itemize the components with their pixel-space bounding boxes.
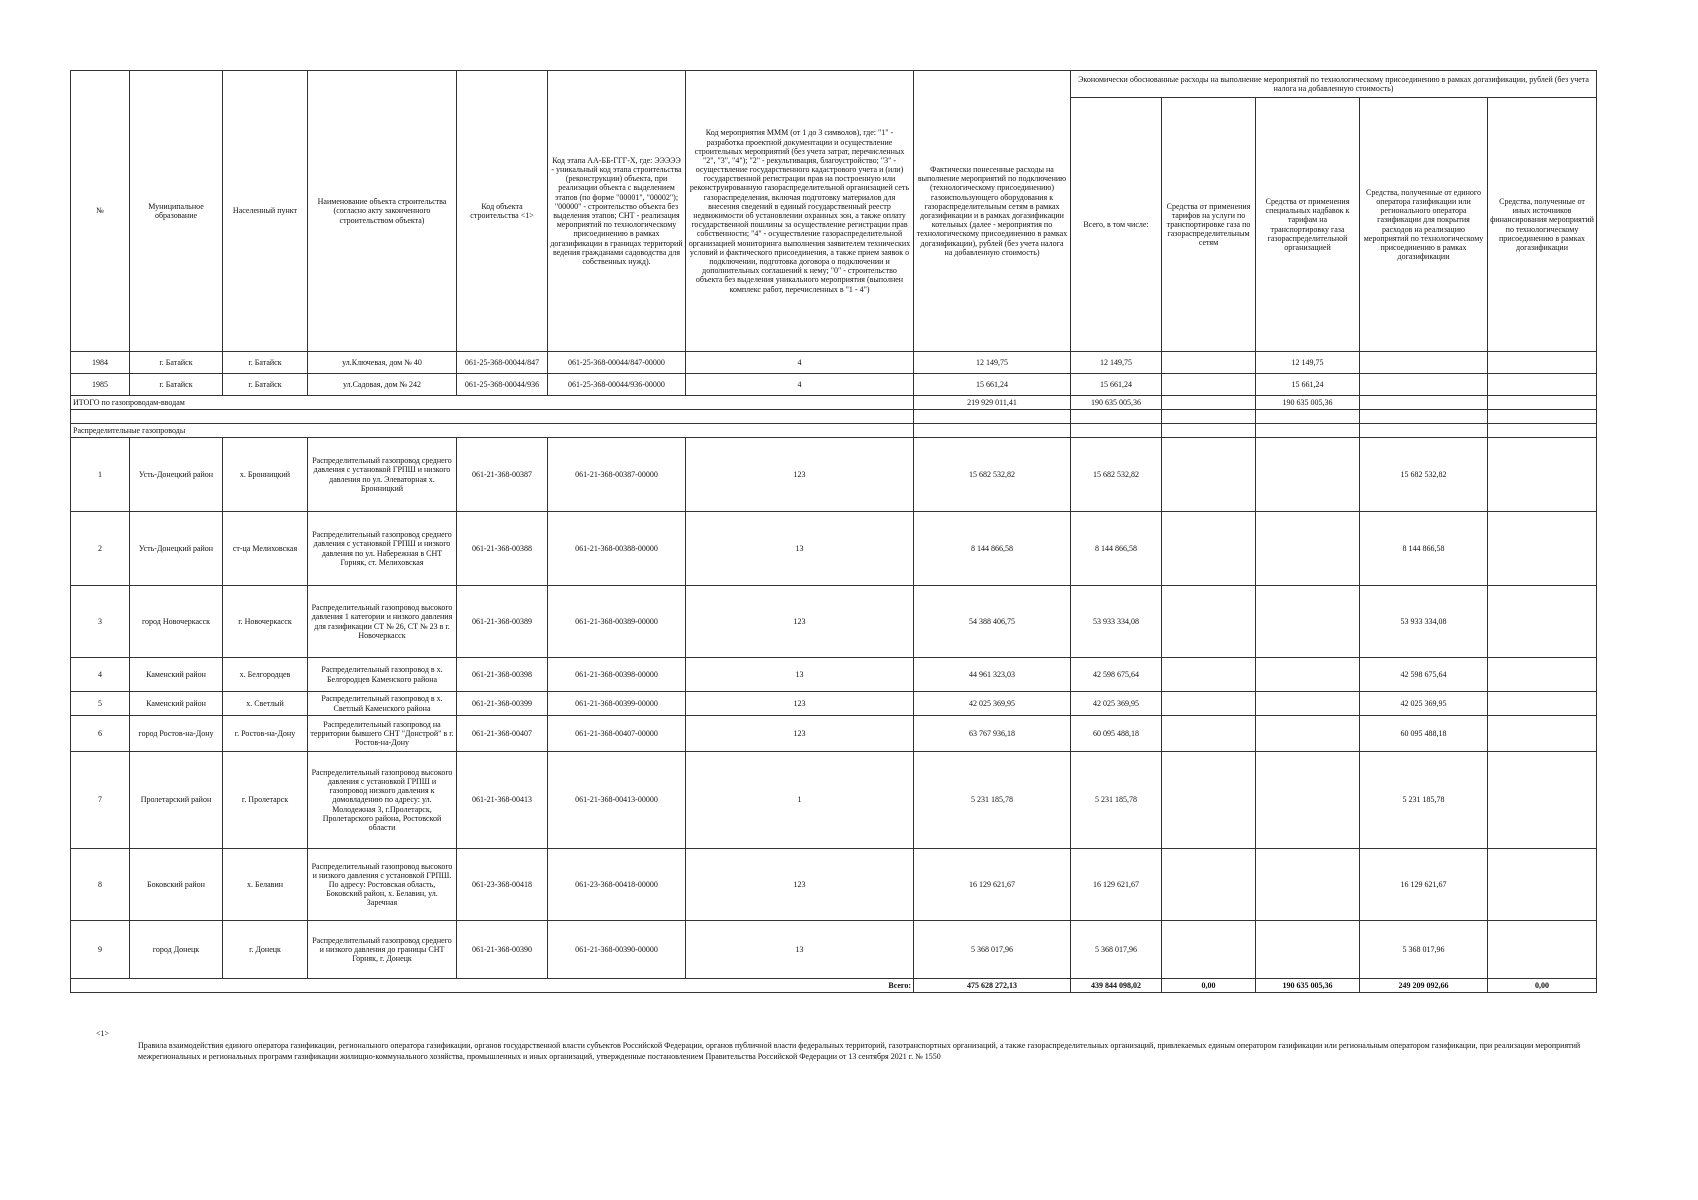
cell-surcharge	[1256, 512, 1360, 586]
table-body	[71, 352, 1597, 993]
cell-total: 5 231 185,78	[1071, 752, 1162, 849]
cell-total: 15 682 532,82	[1071, 438, 1162, 512]
section-row	[71, 424, 1597, 438]
cell-surcharge	[1256, 752, 1360, 849]
cell-stage-code: 061-21-368-00407-00000	[548, 716, 686, 752]
table-row	[71, 374, 1597, 396]
grand-total-tariff: 0,00	[1162, 979, 1256, 993]
cell-surcharge	[1256, 692, 1360, 716]
inlet-total-other	[1488, 396, 1597, 410]
cell-stage-code: 061-21-368-00398-00000	[548, 658, 686, 692]
grand-total-total: 439 844 098,02	[1071, 979, 1162, 993]
cell-actual: 12 149,75	[914, 352, 1071, 374]
report-table	[70, 70, 1597, 993]
cell-event-code: 123	[686, 586, 914, 658]
header-stage-code: Код этапа АА-ББ-ГГГ-Х, где: ЭЭЭЭЭ - уникальный код этапа строительства (реконструкции) объекта, при реализации объекта с выделением этапов (по форме "00001", "00002"); "00000" - строительство объекта без выделения этапов; СНТ - реализация мероприятий по технологическому присоединению в рамках догазификации в границах территорий ведения гражданами садоводства для собственных нужд).	[548, 71, 686, 352]
header-object-code: Код объекта строительства <1>	[457, 71, 548, 352]
table-row	[71, 352, 1597, 374]
cell-total: 12 149,75	[1071, 352, 1162, 374]
cell-tariff	[1162, 352, 1256, 374]
inlet-total-actual: 219 929 011,41	[914, 396, 1071, 410]
cell-tariff	[1162, 752, 1256, 849]
header-event-code: Код мероприятия ММM (от 1 до 3 символов), где: "1" - разработка проектной документации и осуществление строительных мероприятий (без учета затрат, перечисленных "2", "3", "4"); "2" - рекультивация, благоустройство; "3" - осуществление государственного кадастрового учета и (или) государственной регистрации прав на построенную или реконструированную газораспределительной организацией сеть газораспределения, включая подготовку материалов для внесения сведений в единый государственный реестр недвижимости об установлении охранных зон, а также оплату государственной пошлины за осуществление регистрации прав собственности; "4" - осуществление газораспределительной организацией мониторинга выполнения заявителем технических условий и фактического присоединения, а также прием заявок о подключении, подготовка договора о подключении и дополнительных соглашений к нему; "0" - строительство объекта без выделения уникального мероприятия (выполнен комплекс работ, перечисленных в "1 - 4")	[686, 71, 914, 352]
header-surcharge-funds: Средства от применения специальных надбавок к тарифам на транспортировку газа газораспределительной организацией	[1256, 98, 1360, 352]
cell-num: 6	[71, 716, 130, 752]
cell-operator: 5 231 185,78	[1360, 752, 1488, 849]
cell-actual: 44 961 323,03	[914, 658, 1071, 692]
cell-event-code: 4	[686, 374, 914, 396]
cell-total: 16 129 621,67	[1071, 849, 1162, 921]
cell-num: 1985	[71, 374, 130, 396]
spacer-cell	[914, 410, 1071, 424]
cell-surcharge: 15 661,24	[1256, 374, 1360, 396]
cell-stage-code: 061-21-368-00388-00000	[548, 512, 686, 586]
cell-total: 42 598 675,64	[1071, 658, 1162, 692]
cell-event-code: 13	[686, 512, 914, 586]
cell-actual: 42 025 369,95	[914, 692, 1071, 716]
cell-num: 7	[71, 752, 130, 849]
cell-settlement: г. Донецк	[223, 921, 308, 979]
cell-municipality: город Донецк	[130, 921, 223, 979]
cell-object-code: 061-21-368-00398	[457, 658, 548, 692]
spacer-cell	[71, 410, 914, 424]
cell-other	[1488, 692, 1597, 716]
cell-stage-code: 061-25-368-00044/936-00000	[548, 374, 686, 396]
cell-surcharge	[1256, 921, 1360, 979]
cell-num: 5	[71, 692, 130, 716]
table-row	[71, 752, 1597, 849]
cell-event-code: 123	[686, 716, 914, 752]
cell-total: 5 368 017,96	[1071, 921, 1162, 979]
cell-other	[1488, 849, 1597, 921]
cell-num: 2	[71, 512, 130, 586]
cell-stage-code: 061-21-368-00399-00000	[548, 692, 686, 716]
cell-object-code: 061-21-368-00388	[457, 512, 548, 586]
spacer-cell	[1162, 424, 1256, 438]
spacer-cell	[1256, 410, 1360, 424]
cell-stage-code: 061-25-368-00044/847-00000	[548, 352, 686, 374]
cell-actual: 8 144 866,58	[914, 512, 1071, 586]
cell-settlement: х. Белавин	[223, 849, 308, 921]
cell-object-code: 061-21-368-00390	[457, 921, 548, 979]
cell-event-code: 1	[686, 752, 914, 849]
cell-settlement: х. Бронницкий	[223, 438, 308, 512]
cell-other	[1488, 374, 1597, 396]
header-num: №	[71, 71, 130, 352]
cell-operator: 42 598 675,64	[1360, 658, 1488, 692]
header-total-incl: Всего, в том числе:	[1071, 98, 1162, 352]
cell-surcharge: 12 149,75	[1256, 352, 1360, 374]
cell-event-code: 13	[686, 658, 914, 692]
cell-municipality: Усть-Донецкий район	[130, 512, 223, 586]
cell-surcharge	[1256, 438, 1360, 512]
header-settlement: Населенный пункт	[223, 71, 308, 352]
cell-total: 8 144 866,58	[1071, 512, 1162, 586]
cell-tariff	[1162, 658, 1256, 692]
cell-num: 1	[71, 438, 130, 512]
cell-municipality: город Новочеркасск	[130, 586, 223, 658]
spacer-cell	[1488, 410, 1597, 424]
grand-total-label: Всего:	[71, 979, 914, 993]
table-row	[71, 849, 1597, 921]
cell-settlement: ст-ца Мелиховская	[223, 512, 308, 586]
header-municipality: Муниципальное образование	[130, 71, 223, 352]
cell-object-code: 061-21-368-00389	[457, 586, 548, 658]
cell-municipality: г. Батайск	[130, 374, 223, 396]
cell-object-code: 061-25-368-00044/847	[457, 352, 548, 374]
header-actual-costs: Фактически понесенные расходы на выполнение мероприятий по подключению (технологическому присоединению) газоиспользующего оборудования к газораспределительным сетям в рамках догазификации и в рамках догазификации котельных (далее - мероприятия по технологическому присоединению в рамках догазификации), рублей (без учета налога на добавленную стоимость)	[914, 71, 1071, 352]
table-row	[71, 586, 1597, 658]
cell-other	[1488, 352, 1597, 374]
cell-tariff	[1162, 512, 1256, 586]
spacer-cell	[1071, 424, 1162, 438]
spacer-cell	[1162, 410, 1256, 424]
cell-num: 3	[71, 586, 130, 658]
cell-municipality: Боковский район	[130, 849, 223, 921]
cell-operator	[1360, 374, 1488, 396]
cell-municipality: город Ростов-на-Дону	[130, 716, 223, 752]
cell-event-code: 123	[686, 438, 914, 512]
cell-other	[1488, 658, 1597, 692]
cell-municipality: Усть-Донецкий район	[130, 438, 223, 512]
cell-operator: 53 933 334,08	[1360, 586, 1488, 658]
cell-tariff	[1162, 849, 1256, 921]
cell-event-code: 4	[686, 352, 914, 374]
cell-settlement: г. Ростов-на-Дону	[223, 716, 308, 752]
cell-other	[1488, 752, 1597, 849]
inlet-total-surcharge: 190 635 005,36	[1256, 396, 1360, 410]
spacer-cell	[1360, 410, 1488, 424]
cell-event-code: 123	[686, 849, 914, 921]
grand-total-other: 0,00	[1488, 979, 1597, 993]
cell-event-code: 13	[686, 921, 914, 979]
cell-actual: 63 767 936,18	[914, 716, 1071, 752]
cell-municipality: Каменский район	[130, 692, 223, 716]
cell-object-code: 061-21-368-00387	[457, 438, 548, 512]
cell-object-code: 061-21-368-00399	[457, 692, 548, 716]
cell-stage-code: 061-21-368-00390-00000	[548, 921, 686, 979]
cell-total: 53 933 334,08	[1071, 586, 1162, 658]
cell-object-code: 061-23-368-00418	[457, 849, 548, 921]
grand-total-row	[71, 979, 1597, 993]
inlet-total-tariff	[1162, 396, 1256, 410]
cell-operator: 15 682 532,82	[1360, 438, 1488, 512]
inlet-total-label: ИТОГО по газопроводам-вводам	[71, 396, 914, 410]
table-row	[71, 658, 1597, 692]
spacer-row	[71, 410, 1597, 424]
cell-operator: 42 025 369,95	[1360, 692, 1488, 716]
cell-actual: 16 129 621,67	[914, 849, 1071, 921]
cell-operator	[1360, 352, 1488, 374]
cell-object-name: Распределительный газопровод в х. Белгородцев Каменского района	[308, 658, 457, 692]
cell-stage-code: 061-21-368-00389-00000	[548, 586, 686, 658]
cell-object-code: 061-25-368-00044/936	[457, 374, 548, 396]
cell-object-name: ул.Садовая, дом № 242	[308, 374, 457, 396]
footnote	[96, 1028, 1596, 1062]
footnote-marker: <1>	[96, 1029, 110, 1038]
cell-object-name: Распределительный газопровод на территории бывшего СНТ "Донстрой" в г. Ростов-на-Дону	[308, 716, 457, 752]
header-group: Экономически обоснованные расходы на выполнение мероприятий по технологическому присоединению в рамках догазификации, рублей (без учета налога на добавленную стоимость)	[1071, 71, 1597, 98]
section-label: Распределительные газопроводы	[71, 424, 914, 438]
cell-object-name: ул.Ключевая, дом № 40	[308, 352, 457, 374]
cell-event-code: 123	[686, 692, 914, 716]
cell-other	[1488, 716, 1597, 752]
cell-total: 15 661,24	[1071, 374, 1162, 396]
cell-other	[1488, 438, 1597, 512]
cell-stage-code: 061-21-368-00387-00000	[548, 438, 686, 512]
table-row	[71, 512, 1597, 586]
spacer-cell	[1071, 410, 1162, 424]
cell-other	[1488, 586, 1597, 658]
cell-other	[1488, 512, 1597, 586]
cell-object-name: Распределительный газопровод среднего и низкого давления до границы СНТ Горняк, г. Донецк	[308, 921, 457, 979]
table-row	[71, 921, 1597, 979]
grand-total-surcharge: 190 635 005,36	[1256, 979, 1360, 993]
spacer-cell	[1360, 424, 1488, 438]
header-object-name: Наименование объекта строительства (согласно акту законченного строительством объекта)	[308, 71, 457, 352]
cell-settlement: г. Пролетарск	[223, 752, 308, 849]
header-operator-funds: Средства, полученные от единого оператора газификации или регионального оператора газификации для покрытия расходов на реализацию мероприятий по технологическому присоединению в рамках догазификации	[1360, 98, 1488, 352]
cell-num: 1984	[71, 352, 130, 374]
cell-tariff	[1162, 692, 1256, 716]
cell-actual: 54 388 406,75	[914, 586, 1071, 658]
cell-settlement: х. Белгородцев	[223, 658, 308, 692]
cell-surcharge	[1256, 586, 1360, 658]
cell-municipality: Пролетарский район	[130, 752, 223, 849]
inlet-total-operator	[1360, 396, 1488, 410]
cell-municipality: г. Батайск	[130, 352, 223, 374]
cell-object-name: Распределительный газопровод в х. Светлый Каменского района	[308, 692, 457, 716]
cell-object-code: 061-21-368-00407	[457, 716, 548, 752]
cell-actual: 15 661,24	[914, 374, 1071, 396]
cell-operator: 8 144 866,58	[1360, 512, 1488, 586]
table-row	[71, 692, 1597, 716]
cell-stage-code: 061-23-368-00418-00000	[548, 849, 686, 921]
cell-total: 60 095 488,18	[1071, 716, 1162, 752]
cell-operator: 5 368 017,96	[1360, 921, 1488, 979]
cell-object-name: Распределительный газопровод среднего давления с установкой ГРПШ и низкого давления по ул. Элеваторная х. Бронницкий	[308, 438, 457, 512]
cell-operator: 16 129 621,67	[1360, 849, 1488, 921]
cell-tariff	[1162, 374, 1256, 396]
cell-object-name: Распределительный газопровод высокого и низкого давления с установкой ГРПШ. По адресу: Ростовская область, Боковский район, х. Белавин, ул. Заречная	[308, 849, 457, 921]
grand-total-operator: 249 209 092,66	[1360, 979, 1488, 993]
cell-other	[1488, 921, 1597, 979]
table-row	[71, 438, 1597, 512]
spacer-cell	[1256, 424, 1360, 438]
cell-settlement: г. Батайск	[223, 352, 308, 374]
cell-object-name: Распределительный газопровод высокого давления с установкой ГРПШ и газопровод низкого давления к домовладению по адресу: ул. Молодежная 3, г.Пролетарск, Пролетарского района, Ростовской области	[308, 752, 457, 849]
cell-object-code: 061-21-368-00413	[457, 752, 548, 849]
cell-tariff	[1162, 921, 1256, 979]
cell-municipality: Каменский район	[130, 658, 223, 692]
cell-actual: 5 368 017,96	[914, 921, 1071, 979]
cell-surcharge	[1256, 849, 1360, 921]
cell-operator: 60 095 488,18	[1360, 716, 1488, 752]
cell-settlement: г. Новочеркасск	[223, 586, 308, 658]
cell-tariff	[1162, 438, 1256, 512]
cell-stage-code: 061-21-368-00413-00000	[548, 752, 686, 849]
cell-num: 4	[71, 658, 130, 692]
inlet-total-total: 190 635 005,36	[1071, 396, 1162, 410]
cell-total: 42 025 369,95	[1071, 692, 1162, 716]
cell-object-name: Распределительный газопровод высокого давления 1 категории и низкого давления для газификации СТ № 26, СТ № 23 в г. Новочеркасск	[308, 586, 457, 658]
cell-surcharge	[1256, 658, 1360, 692]
cell-actual: 5 231 185,78	[914, 752, 1071, 849]
grand-total-actual: 475 628 272,13	[914, 979, 1071, 993]
spacer-cell	[1488, 424, 1597, 438]
cell-settlement: х. Светлый	[223, 692, 308, 716]
cell-actual: 15 682 532,82	[914, 438, 1071, 512]
footnote-text: Правила взаимодействия единого оператора газификации, регионального оператора газификации, органов государственной власти субъектов Российской Федерации, органов публичной власти федеральных территорий, газотранспортных организаций, а также газораспределительных организаций, привлекаемых единым оператором газификации или региональным оператором газификации, при реализации мероприятий межрегиональных и региональных программ газификации жилищно-коммунального хозяйства, промышленных и иных организаций, утвержденные постановлением Правительства Российской Федерации от 13 сентября 2021 г. № 1550	[138, 1041, 1581, 1062]
cell-tariff	[1162, 586, 1256, 658]
cell-object-name: Распределительный газопровод среднего давления с установкой ГРПШ и низкого давления по ул. Набережная в СНТ Горняк, ст. Мелиховская	[308, 512, 457, 586]
cell-tariff	[1162, 716, 1256, 752]
spacer-cell	[914, 424, 1071, 438]
header-tariff-funds: Средства от применения тарифов на услуги по транспортировке газа по газораспределительным сетям	[1162, 98, 1256, 352]
cell-num: 9	[71, 921, 130, 979]
cell-num: 8	[71, 849, 130, 921]
inlet-total-row	[71, 396, 1597, 410]
header-other-funds: Средства, полученные от иных источников финансирования мероприятий по технологическому присоединению в рамках догазификации	[1488, 98, 1597, 352]
cell-settlement: г. Батайск	[223, 374, 308, 396]
table-row	[71, 716, 1597, 752]
cell-surcharge	[1256, 716, 1360, 752]
